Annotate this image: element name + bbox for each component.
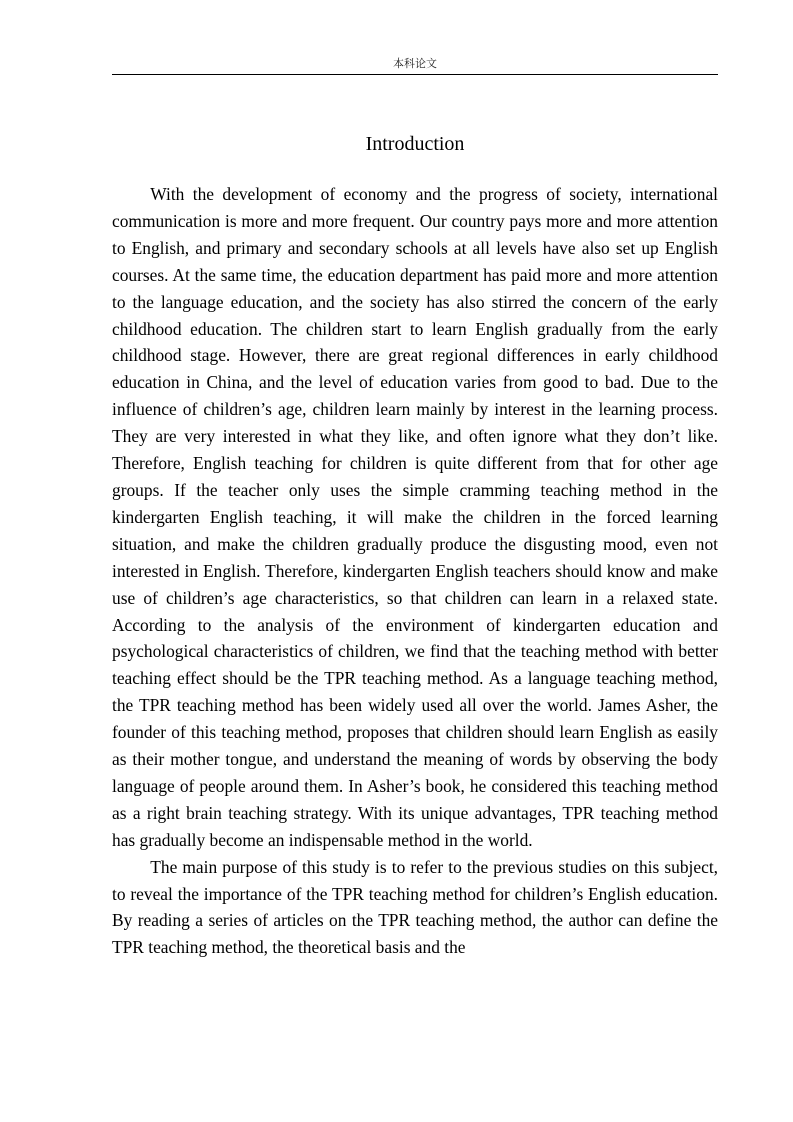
body-text <box>112 181 718 961</box>
paragraph-2: The main purpose of this study is to refer to the previous studies on this subject, to reveal the importance of the TPR teaching method for children’s English education. By reading a series of articles on the TPR teaching method, the author can define the TPR teaching method, the theoretical basis and the <box>112 856 718 958</box>
section-title: Introduction <box>365 133 465 155</box>
header-divider <box>112 74 718 75</box>
running-header: 本科论文 <box>393 57 437 70</box>
paragraph-1: With the development of economy and the progress of society, international communication is more and more frequent. Our country pays more and more attention to English, and primary and secondary schools at all levels have also set up English courses. At the same time, the education department has paid more and more attention to the language education, and the society has also stirred the concern of the early childhood education. The children start to learn English gradually from the early childhood stage. However, there are great regional differences in early childhood education in China, and the level of education varies from good to bad. Due to the influence of children’s age, children learn mainly by interest in the learning process. They are very interested in what they like, and often ignore what they don’t like. Therefore, English teaching for children is quite different from that for other age groups. If the teacher only uses the simple cramming teaching method in the kindergarten English teaching, it will make the children in the forced learning situation, and make the children gradually produce the disgusting mood, even not interested in English. Therefore, kindergarten English teachers should know and make use of children’s age characteristics, so that children can learn in a relaxed state. According to the analysis of the environment of kindergarten education and psychological characteristics of children, we find that the teaching method with better teaching effect should be the TPR teaching method. As a language teaching method, the TPR teaching method has been widely used all over the world. James Asher, the founder of this teaching method, proposes that children should learn English as easily as their mother tongue, and understand the meaning of words by observing the body language of people around them. In Asher’s book, he considered this teaching method as a right brain teaching strategy. With its unique advantages, TPR teaching method has gradually become an indispensable method in the world. <box>112 184 718 850</box>
